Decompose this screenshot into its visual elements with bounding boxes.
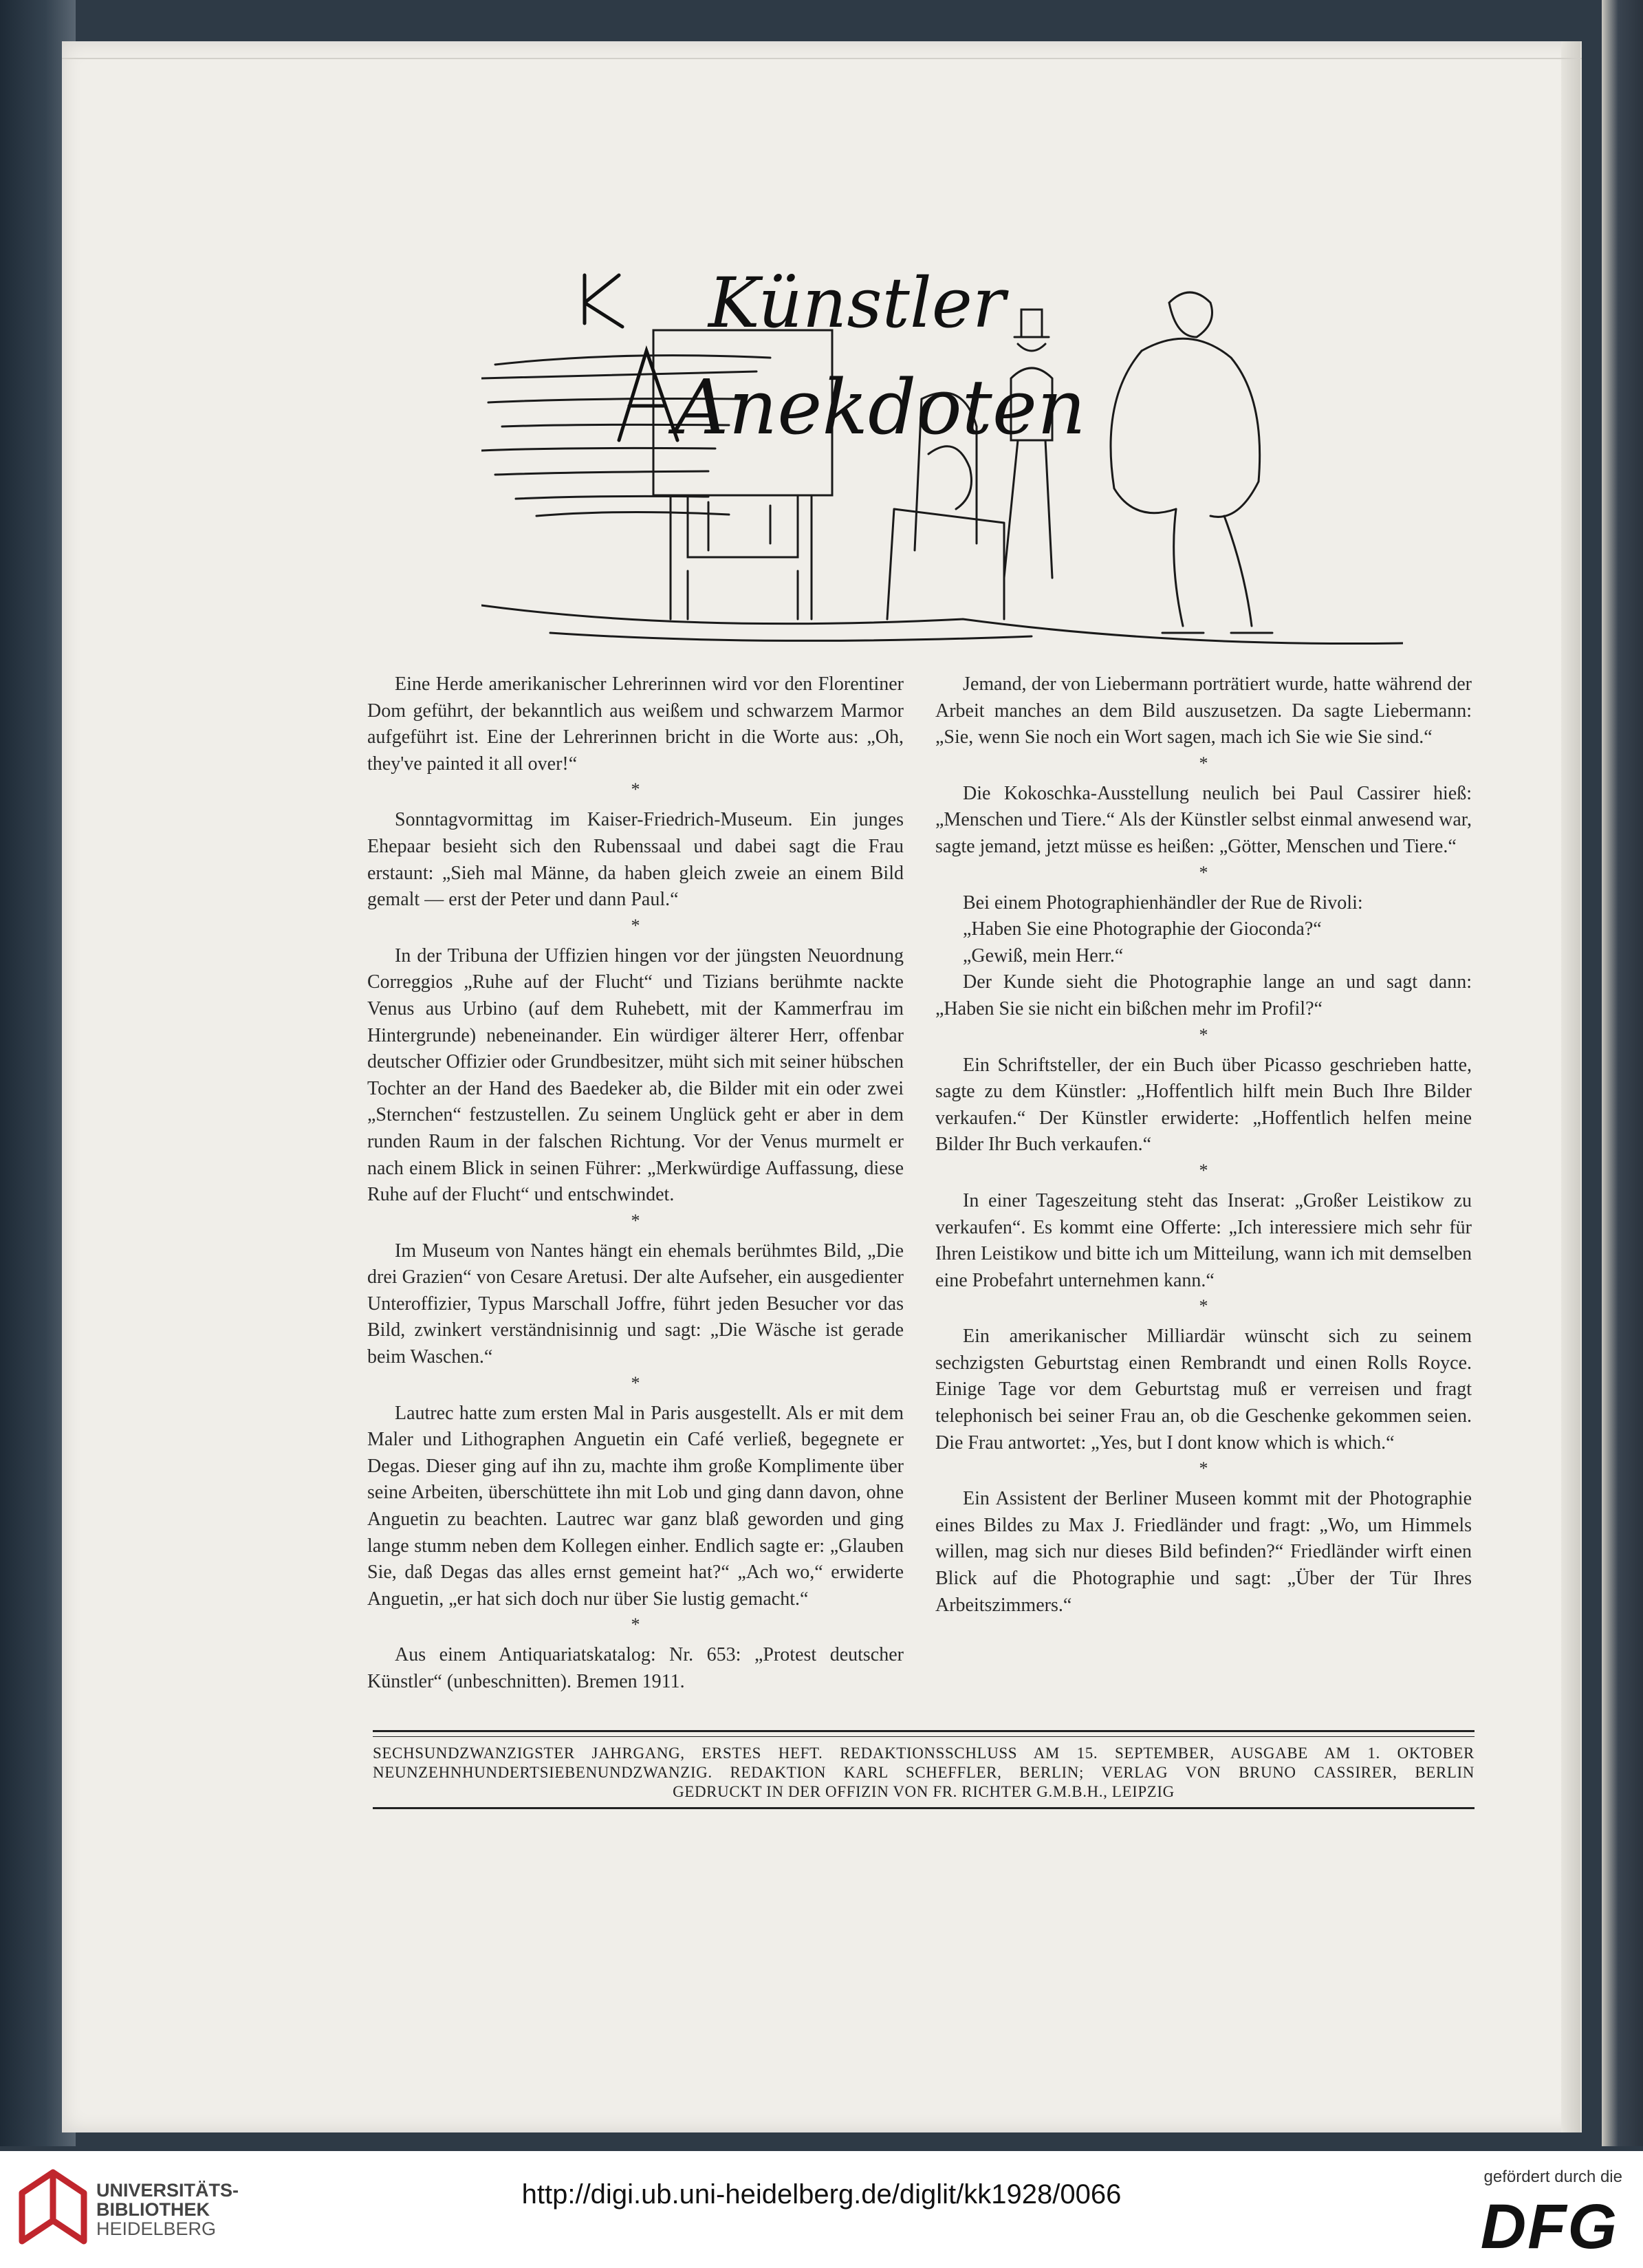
colophon [373, 1730, 1475, 1809]
left-text-column [367, 671, 904, 1696]
section-separator: * [1199, 862, 1208, 883]
page-edge [1561, 41, 1580, 2132]
anecdote-paragraph: Ein Assistent der Berliner Museen kommt mit der Photographie eines Bildes zu Max J. Friedländer und fragt: „Wo, um Himmels willen, mag sich nur dieses Bild befinden?“ Friedländer wirft einen Blick auf die Photographie und sagt: „Über der Tür Ihres Arbeitszimmers.“ [935, 1488, 1472, 1616]
anecdote-paragraph: Lautrec hatte zum ersten Mal in Paris ausgestellt. Als er mit dem Maler und Lithographen Anguetin ein Café verließ, begegnete er Degas. Dieser ging auf ihn zu, machte ihm große Komplimente über seine Arbeiten, überschüttete ihn mit Lob und ging dann davon, ohne Anguetin zu beachten. Lautrec war ganz blaß geworden und ging lange stumm neben dem Kollegen einher. Endlich sagte er: „Glauben Sie, daß Degas das alles ernst gemeint hat?“ „Ach wo,“ erwiderte Anguetin, „er hat sich doch nur über Sie lustig gemacht.“ [367, 1402, 904, 1610]
colophon-text [373, 1744, 1475, 1802]
anecdote-paragraph: Die Kokoschka-Ausstellung neulich bei Paul Cassirer hieß: „Menschen und Tiere.“ Als der Künstler selbst einmal anwesend war, sagte jemand, jetzt müsse es heißen: „Götter, Menschen und Tiere.“ [935, 782, 1472, 857]
kuenstler-anekdoten-illustration [481, 261, 1403, 660]
section-separator: * [631, 1614, 640, 1635]
section-separator: * [631, 915, 640, 936]
anecdote-paragraph: In einer Tageszeitung steht das Inserat: „Großer Leistikow zu verkaufen“. Es kommt eine Offerte: „Ich interessiere mich sehr für Ihren Leistikow und bitte ich um Mitteilung, wann ich mit demselben eine Probefahrt unternehmen kann.“ [935, 1189, 1472, 1291]
section-separator: * [1199, 1296, 1208, 1317]
anecdote-paragraph: Jemand, der von Liebermann porträtiert wurde, hatte während der Arbeit manches an dem Bild auszusetzen. Da sagte Liebermann: „Sie, wenn Sie noch ein Wort sagen, mach ich Sie wie Sie sind.“ [935, 673, 1472, 748]
colophon-line-3: GEDRUCKT IN DER OFFIZIN VON FR. RICHTER G.M.B.H., LEIPZIG [673, 1783, 1175, 1800]
section-separator: * [1199, 1458, 1208, 1479]
anecdote-paragraph: In der Tribuna der Uffizien hingen vor der jüngsten Neuordnung Correggios „Ruhe auf der Flucht“ und Tizians berühmte nackte Venus aus Urbino (auf dem Ruhebett, mit der Kammerfrau im Hintergrunde) nebeneinander. Ein würdiger älterer Herr, offenbar deutscher Offizier oder Grundbesitzer, müht sich mit seiner hübschen Tochter an der Hand des Baedeker ab, die Bilder mit ein oder zwei „Sternchen“ festzustellen. Zu seinem Unglück geht er aber in dem runden Raum in der falschen Richtung. Vor der Venus murmelt er nach einem Blick in seinen Führer: „Merkwürdige Auffassung, diese Ruhe auf der Flucht“ und entschwindet. [367, 944, 904, 1206]
anecdote-paragraph: Bei einem Photographienhändler der Rue de Rivoli: [963, 892, 1363, 914]
section-separator: * [631, 1372, 640, 1393]
dfg-logo: DFG [1480, 2192, 1618, 2262]
anecdote-paragraph: Sonntagvormittag im Kaiser-Friedrich-Museum. Ein junges Ehepaar besieht sich den Rubenssaal und dabei sagt die Frau erstaunt: „Sieh mal Männe, da haben gleich zweie an einem Bild gemalt — erst der Peter und dann Paul.“ [367, 809, 904, 911]
library-name-line2: BIBLIOTHEK [96, 2199, 210, 2220]
anecdote-paragraph: „Gewiß, mein Herr.“ [963, 944, 1124, 966]
illustration-title-line1: Künstler [708, 263, 1005, 343]
anecdote-paragraph: Aus einem Antiquariatskatalog: Nr. 653: „Protest deutscher Künstler“ (unbeschnitten). Bremen 1911. [367, 1644, 904, 1692]
anecdote-paragraph: Im Museum von Nantes hängt ein ehemals berühmtes Bild, „Die drei Grazien“ von Cesare Aretusi. Der alte Aufseher, ein ausgedienter Unteroffizier, Typus Marschall Joffre, führt jeden Besucher vor das Bild, zwinkert verständnisinnig und sagt: „Die Wäsche ist gerade beim Waschen.“ [367, 1240, 904, 1368]
anecdote-paragraph: Ein amerikanischer Milliardär wünscht sich zu seinem sechzigsten Geburtstag einen Rembrandt und einen Rolls Royce. Einige Tage vor dem Geburtstag muß er verreisen und fragt telephonisch bei seiner Frau an, ob die Geschenke gekommen seien. Die Frau antwortet: „Yes, but I dont know which is which.“ [935, 1326, 1472, 1454]
colophon-rule-top [373, 1730, 1475, 1732]
anecdote-paragraph: Der Kunde sieht die Photographie lange an und sagt dann: „Haben Sie sie nicht ein bißchen mehr im Profil?“ [935, 971, 1472, 1019]
colophon-rule-thin [373, 1736, 1475, 1737]
colophon-line-2: NEUNZEHNHUNDERTSIEBENUNDZWANZIG. REDAKTION KARL SCHEFFLER, BERLIN; VERLAG VON BRUNO CASSIRER, BERLIN [373, 1764, 1475, 1781]
library-name-line1: UNIVERSITÄTS- [96, 2180, 239, 2201]
section-separator: * [1199, 753, 1208, 773]
colophon-line-1: SECHSUNDZWANZIGSTER JAHRGANG, ERSTES HEFT. REDAKTIONSSCHLUSS AM 15. SEPTEMBER, AUSGABE AM 1. OKTOBER [373, 1745, 1475, 1762]
anecdote-paragraph: Ein Schriftsteller, der ein Buch über Picasso geschrieben hatte, sagte zu dem Künstler: „Hoffentlich hilft mein Buch Ihre Bilder verkaufen.“ Der Künstler erwiderte: „Hoffentlich helfen meine Bilder Ihr Buch verkaufen.“ [935, 1054, 1472, 1156]
anecdote-paragraph: Eine Herde amerikanischer Lehrerinnen wird vor den Florentiner Dom geführt, der bekanntlich aus weißem und schwarzem Marmor aufgeführt ist. Eine der Lehrerinnen bricht in die Worte aus: „Oh, they've painted it all over!“ [367, 673, 904, 775]
section-separator: * [631, 779, 640, 800]
illustration-title-line2: Anekdoten [674, 363, 1086, 451]
library-name-line3: HEIDELBERG [96, 2218, 217, 2239]
section-separator: * [631, 1210, 640, 1231]
page-fold-line [62, 58, 1582, 59]
book-binding-right [1602, 0, 1643, 2146]
colophon-rule-bottom [373, 1807, 1475, 1809]
section-separator: * [1199, 1024, 1208, 1045]
right-text-column [935, 671, 1472, 1619]
anecdote-paragraph: „Haben Sie eine Photographie der Gioconda?“ [963, 918, 1322, 940]
funded-by-label: gefördert durch die [1483, 2168, 1622, 2186]
permalink-url[interactable]: http://digi.ub.uni-heidelberg.de/diglit/kk1928/0066 [521, 2179, 1122, 2210]
section-separator: * [1199, 1160, 1208, 1180]
